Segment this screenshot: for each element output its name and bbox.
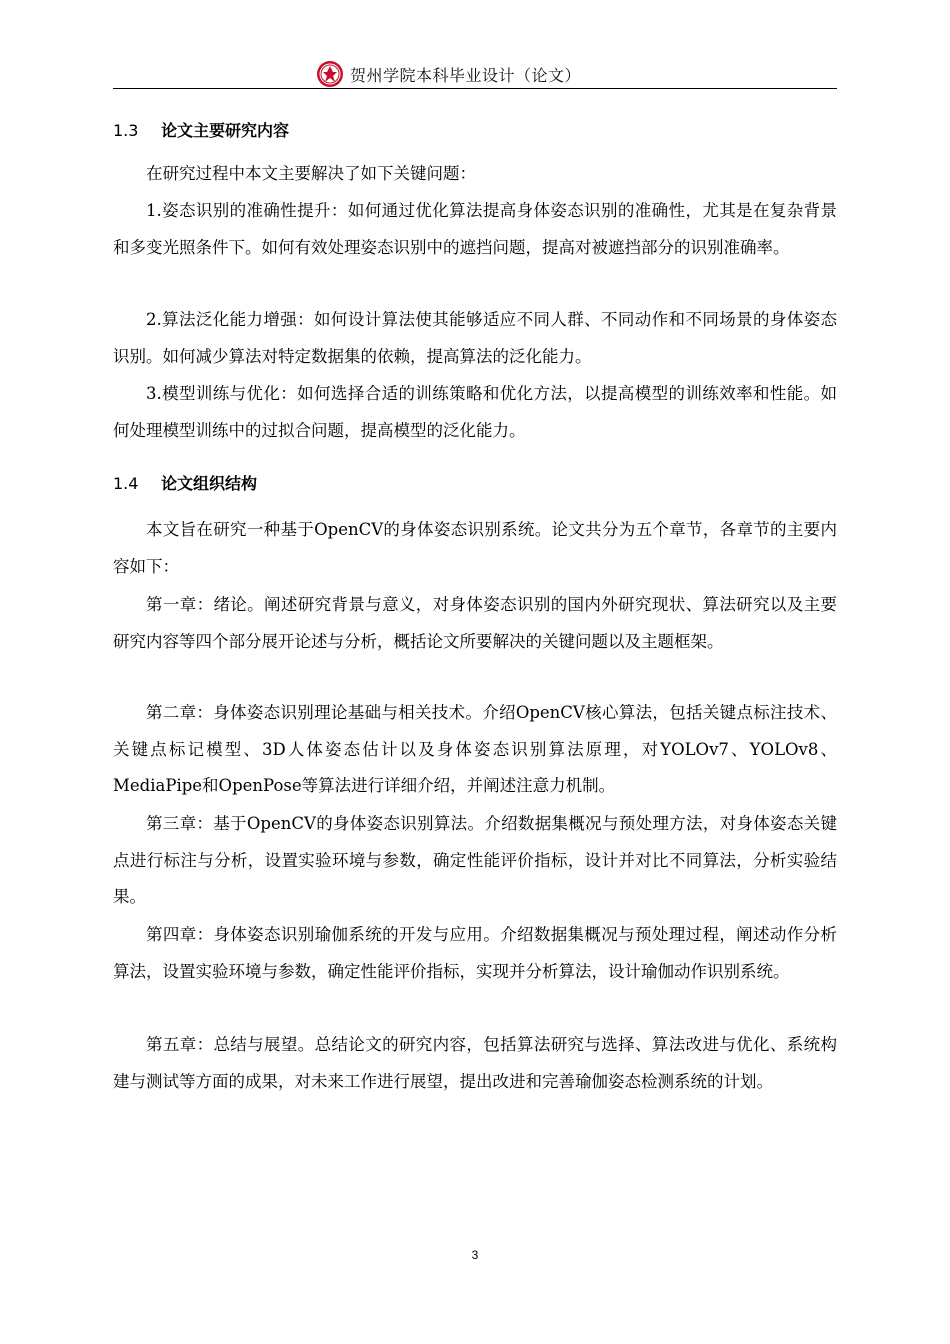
- paragraph: 2.算法泛化能力增强：如何设计算法使其能够适应不同人群、不同动作和不同场景的身体姿态识别。如何减少算法对特定数据集的依赖，提高算法的泛化能力。: [113, 310, 837, 366]
- header-title: 贺州学院本科毕业设计（论文）: [350, 65, 582, 85]
- paragraph: 第五章：总结与展望。总结论文的研究内容，包括算法研究与选择、算法改进与优化、系统构建与测试等方面的成果，对未来工作进行展望，提出改进和完善瑜伽姿态检测系统的计划。: [113, 1035, 837, 1091]
- paragraph: 1.姿态识别的准确性提升：如何通过优化算法提高身体姿态识别的准确性，尤其是在复杂背景和多变光照条件下。如何有效处理姿态识别中的遮挡问题，提高对被遮挡部分的识别准确率。: [113, 201, 837, 257]
- section-heading-1-3: [113, 118, 289, 141]
- page-number: 3: [471, 1248, 479, 1262]
- paragraph: 第三章：基于OpenCV的身体姿态识别算法。介绍数据集概况与预处理方法，对身体姿态关键点进行标注与分析，设置实验环境与参数，确定性能评价指标，设计并对比不同算法，分析实验结果。: [113, 814, 837, 906]
- section-title: 论文组织结构: [161, 474, 258, 493]
- paragraph: 第二章：身体姿态识别理论基础与相关技术。介绍OpenCV核心算法，包括关键点标注技术、关键点标记模型、3D人体姿态估计以及身体姿态识别算法原理，对YOLOv7、YOLOv8、MediaPipe和OpenPose等算法进行详细介绍，并阐述注意力机制。: [113, 703, 837, 795]
- paragraph: 第四章：身体姿态识别瑜伽系统的开发与应用。介绍数据集概况与预处理过程，阐述动作分析算法，设置实验环境与参数，确定性能评价指标，实现并分析算法，设计瑜伽动作识别系统。: [113, 925, 837, 981]
- university-seal-icon: [316, 60, 344, 88]
- section-title: 论文主要研究内容: [161, 121, 290, 140]
- section-heading-1-4: [113, 471, 257, 494]
- paragraph: 3.模型训练与优化：如何选择合适的训练策略和优化方法，以提高模型的训练效率和性能。如何处理模型训练中的过拟合问题，提高模型的泛化能力。: [113, 384, 837, 440]
- page-header: [113, 58, 837, 89]
- paragraph: 第一章：绪论。阐述研究背景与意义，对身体姿态识别的国内外研究现状、算法研究以及主要研究内容等四个部分展开论述与分析，概括论文所要解决的关键问题以及主题框架。: [113, 595, 837, 651]
- paragraph: 本文旨在研究一种基于OpenCV的身体姿态识别系统。论文共分为五个章节，各章节的主要内容如下：: [113, 520, 837, 576]
- section-number: 1.4: [113, 474, 139, 493]
- paragraph: 在研究过程中本文主要解决了如下关键问题：: [146, 164, 476, 183]
- header-inner: [316, 60, 581, 88]
- section-number: 1.3: [113, 121, 139, 140]
